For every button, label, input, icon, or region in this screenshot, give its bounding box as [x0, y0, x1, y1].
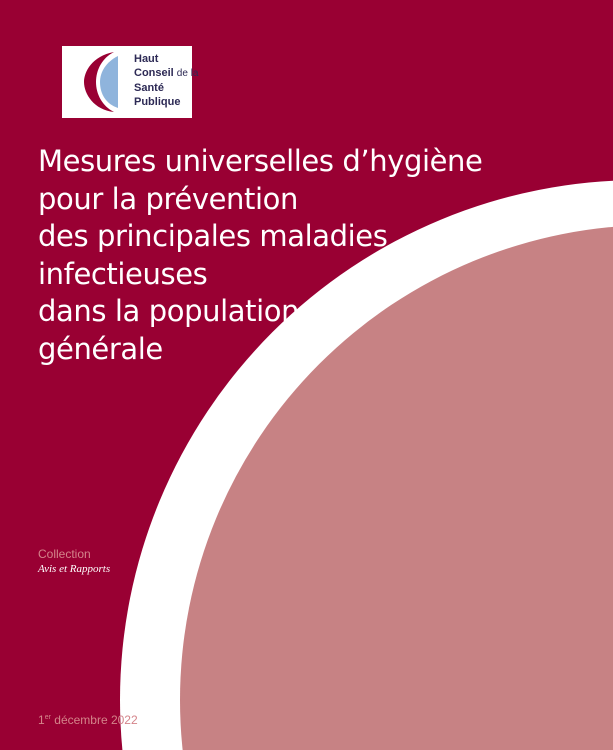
report-title — [38, 143, 558, 368]
logo-crescent-icon — [84, 50, 118, 114]
date-day: 1 — [38, 713, 45, 727]
collection-name: Avis et Rapports — [38, 563, 111, 575]
title-line: infectieuses — [38, 256, 208, 291]
publication-date — [38, 712, 138, 728]
title-line: Mesures universelles d’hygiène — [38, 144, 483, 178]
title-line: générale — [38, 331, 163, 366]
collection-label: Collection — [38, 547, 91, 561]
date-rest: décembre 2022 — [54, 713, 138, 727]
logo-crescent-blue — [100, 56, 118, 108]
logo-line-sante: Santé — [134, 82, 164, 94]
logo-line-conseil — [134, 66, 198, 81]
logo-conseil-word: Conseil — [134, 67, 174, 79]
title-line: dans la population — [38, 294, 300, 328]
hcsp-logo — [62, 46, 199, 118]
logo-line-publique: Publique — [134, 96, 181, 108]
logo-de-la: de la — [176, 68, 199, 79]
date-ordinal: er — [44, 714, 51, 721]
logo-text — [134, 52, 198, 109]
title-line: des principales maladies — [38, 219, 388, 253]
title-line: pour la prévention — [38, 181, 298, 216]
logo-line-haut: Haut — [134, 53, 159, 65]
